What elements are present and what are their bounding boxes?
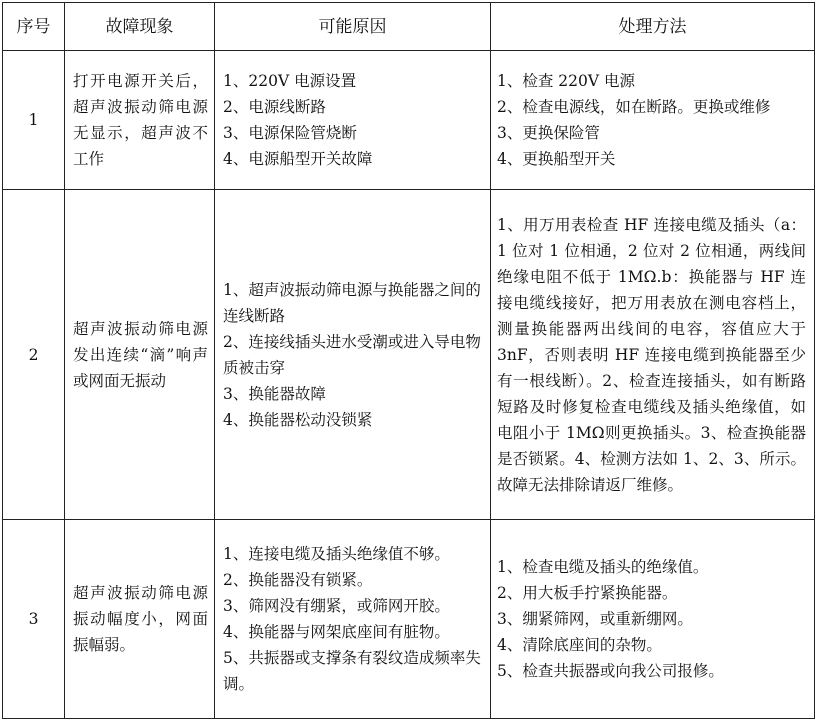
table-row [3,520,815,719]
cause-item: 4、电源船型开关故障 [223,150,373,168]
table-row [3,190,815,520]
solution-item: 4、更换船型开关 [497,150,616,168]
cause-item: 3、筛网没有绷紧，或筛网开胶。 [223,597,450,615]
header-symptom: 故障现象 [65,3,215,51]
solution-item: 4、清除底座间的杂物。 [497,636,662,654]
row-solutions [491,51,815,190]
solution-item: 3、绷紧筛网，或重新绷网。 [497,610,693,628]
row-causes [215,520,491,719]
cause-item: 5、共振器或支撑条有裂纹造成频率失调。 [223,649,481,693]
cause-item: 1、超声波振动筛电源与换能器之间的连线断路 [223,280,481,325]
row-symptom: 超声波振动筛电源振动幅度小，网面振幅弱。 [65,520,215,719]
row-solutions [491,190,815,520]
cause-item: 4、换能器与网架底座间有脏物。 [223,623,450,641]
cause-item: 3、换能器故障 [223,384,326,403]
header-index: 序号 [3,3,65,51]
cause-item: 1、连接电缆及插头绝缘值不够。 [223,545,450,563]
solution-item: 2、检查电源线，如在断路。更换或维修 [497,98,771,116]
solution-item: 2、用大板手拧紧换能器。 [497,584,678,602]
row-symptom: 超声波振动筛电源发出连续“滴”响声或网面无振动 [65,190,215,520]
row-solutions [491,520,815,719]
header-solution: 处理方法 [491,3,815,51]
row-causes [215,51,491,190]
header-cause: 可能原因 [215,3,491,51]
solution-item: 3、更换保险管 [497,124,600,142]
header-row [3,3,815,51]
cause-item: 2、连接线插头进水受潮或进入导电物质被击穿 [223,332,481,377]
cause-item: 1、220V 电源设置 [223,72,357,90]
solution-item: 1、检查电缆及插头的绝缘值。 [497,558,709,576]
row-index: 3 [3,520,65,719]
cause-item: 3、电源保险管烧断 [223,124,357,142]
table-row [3,51,815,190]
fault-table [2,2,815,719]
row-index: 2 [3,190,65,520]
row-causes [215,190,491,520]
solution-item: 1、检查 220V 电源 [497,72,635,90]
row-symptom: 打开电源开关后，超声波振动筛电源无显示，超声波不工作 [65,51,215,190]
solution-item: 1、用万用表检查 HF 连接电缆及插头（a：1 位对 1 位相通，2 位对 2 位相通，两线间绝缘电阻不低于 1MΩ.b：换能器与 HF 连接电缆线接好，把万用表放在测电容档上，测量换能器两出线间的电容，容值应大于 3nF，否则表明 HF 连接电缆到换能器至少有一根线断）。2、检查连接插头，如有断路短路及时修复检查电缆线及插头绝缘值，如电阻小于 1MΩ则更换插头。3、检查换能器是否锁紧。4、检测方法如 1、2、3、所示。故障无法排除请返厂维修。 [497,215,806,494]
cause-item: 2、电源线断路 [223,98,326,116]
row-index: 1 [3,51,65,190]
cause-item: 2、换能器没有锁紧。 [223,571,373,589]
solution-item: 5、检查共振器或向我公司报修。 [497,662,724,680]
cause-item: 4、换能器松动没锁紧 [223,410,373,429]
